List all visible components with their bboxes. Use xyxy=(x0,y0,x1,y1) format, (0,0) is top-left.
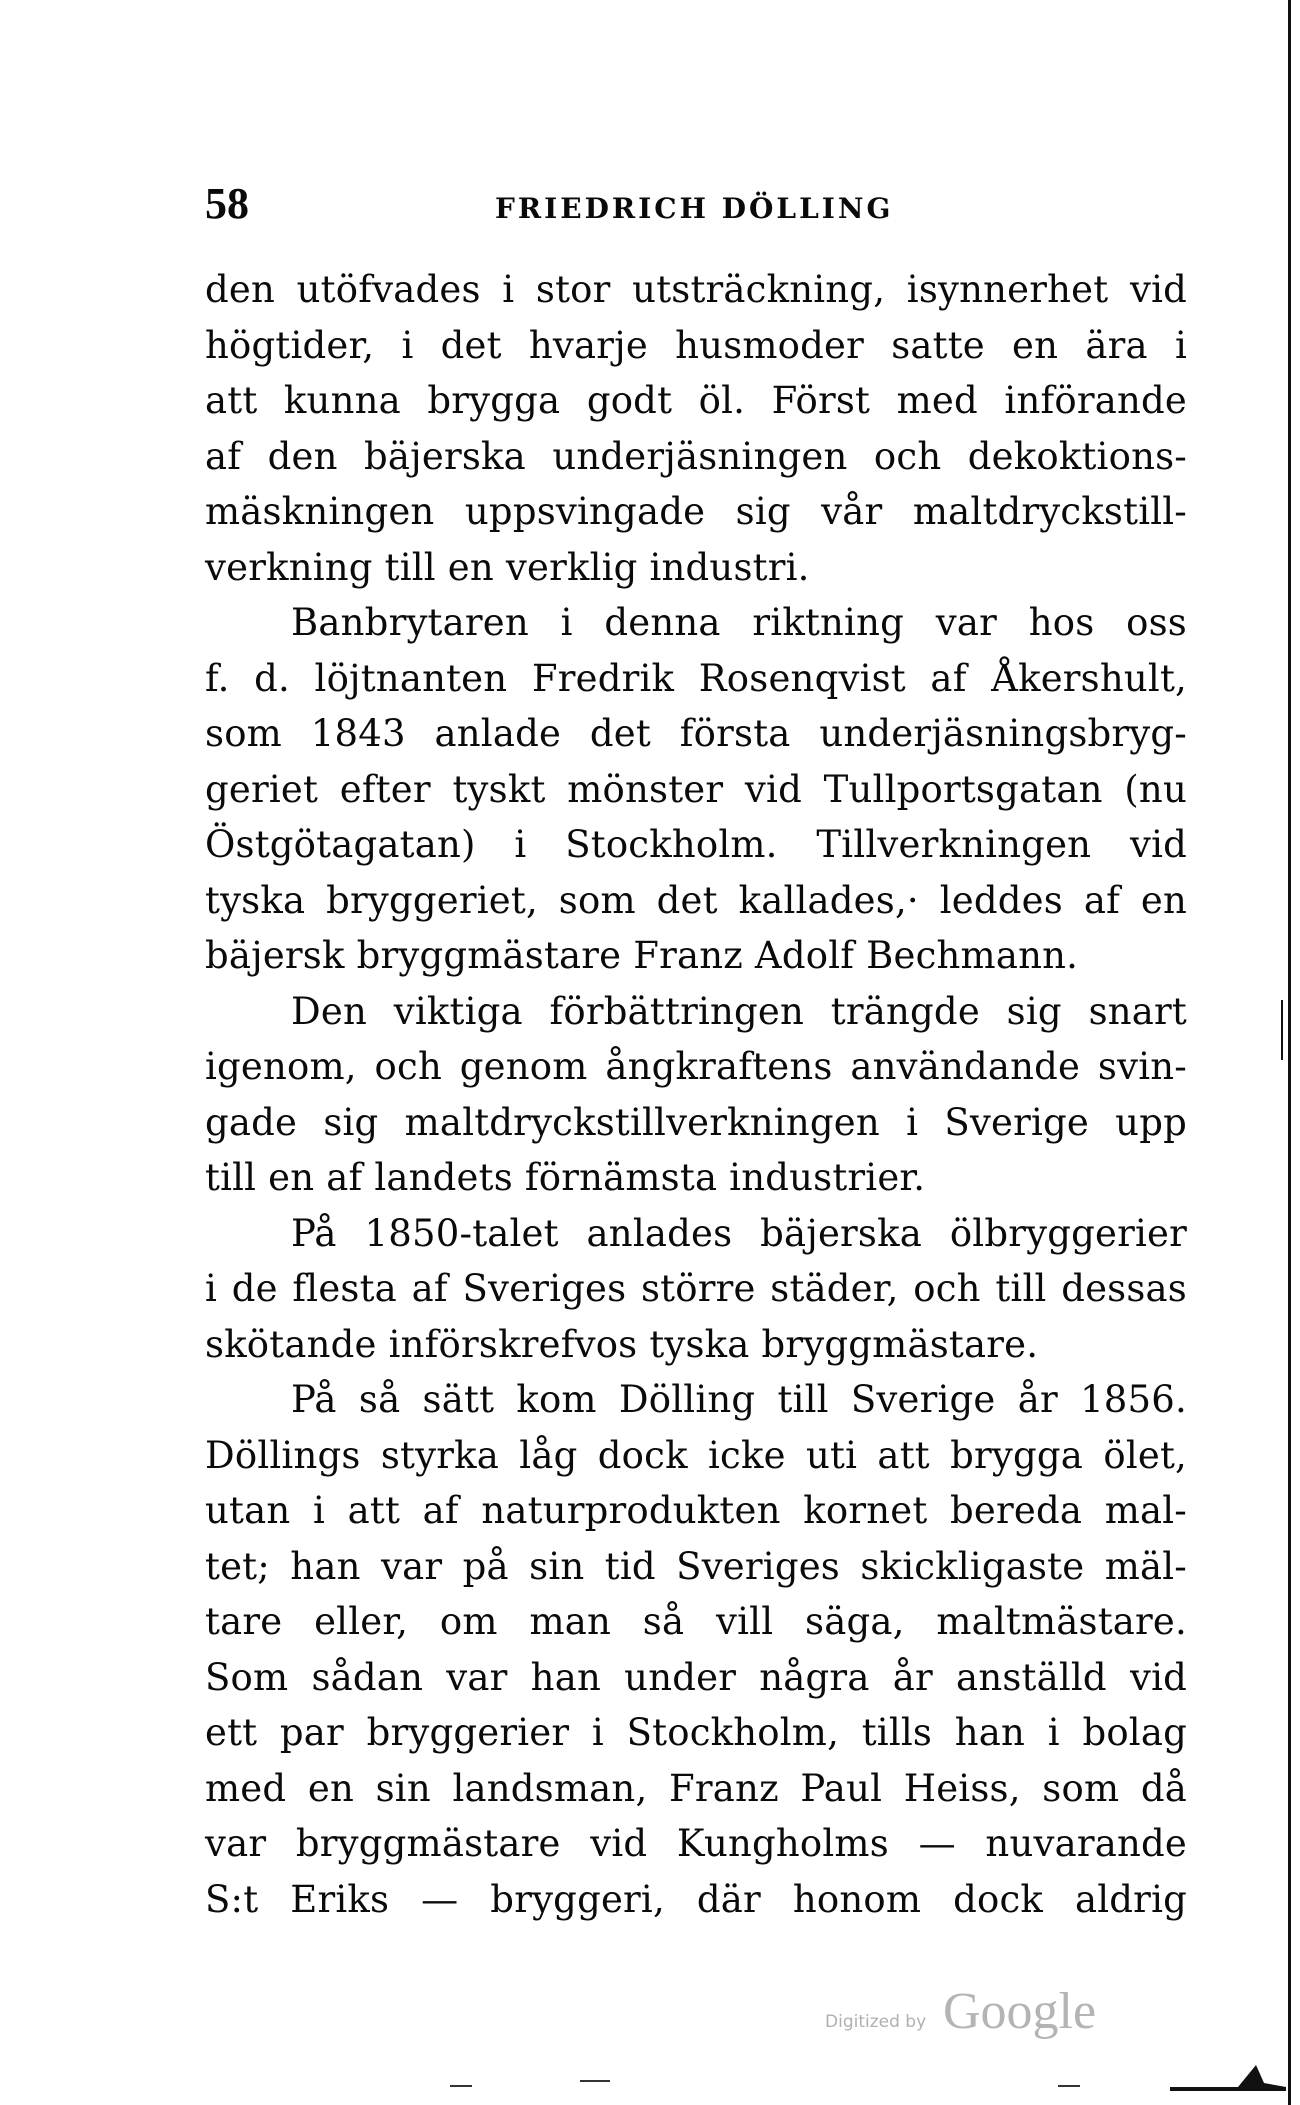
text-line: tare eller, om man så vill säga, maltmästare. xyxy=(205,1600,1187,1643)
text-line: gade sig maltdryckstillverkningen i Sverige upp xyxy=(205,1100,1187,1144)
scan-mark xyxy=(1058,2085,1080,2087)
page-corner-arrow-icon xyxy=(1168,2035,1288,2095)
text-line: På så sätt kom Dölling till Sverige år 1856. xyxy=(291,1378,1187,1421)
page-number: 58 xyxy=(205,179,249,228)
scan-mark xyxy=(580,2080,610,2082)
text-line: att kunna brygga godt öl. Först med införande xyxy=(205,379,1187,422)
digitized-by-label: Digitized by xyxy=(825,2012,927,2032)
text-line: På 1850-talet anlades bäjerska ölbryggerier xyxy=(291,1211,1187,1255)
text-line: med en sin landsman, Franz Paul Heiss, som då xyxy=(205,1766,1187,1810)
text-line: Döllings styrka låg dock icke uti att brygga ölet, xyxy=(205,1433,1187,1477)
text-line: f. d. löjtnanten Fredrik Rosenqvist af Åkershult, xyxy=(205,656,1187,700)
text-line: Östgötagatan) i Stockholm. Tillverkningen vid xyxy=(205,823,1187,866)
text-line: utan i att af naturprodukten kornet bereda mal- xyxy=(205,1489,1187,1532)
text-line: den utöfvades i stor utsträckning, isynnerhet vid xyxy=(205,268,1187,311)
text-line: af den bäjerska underjäsningen och dekoktions- xyxy=(205,434,1187,478)
text-line: bäjersk bryggmästare Franz Adolf Bechmann. xyxy=(205,934,1079,977)
text-line: skötande införskrefvos tyska bryggmästare. xyxy=(205,1322,1039,1366)
scan-mark xyxy=(450,2085,472,2087)
page-header xyxy=(205,178,1185,238)
text-line: Banbrytaren i denna riktning var hos oss xyxy=(291,601,1187,644)
body-text xyxy=(205,262,1187,1927)
text-line: i de flesta af Sveriges större städer, och till dessas xyxy=(205,1267,1187,1310)
digitized-watermark xyxy=(825,1982,1095,2042)
text-line: var bryggmästare vid Kungholms — nuvarande xyxy=(205,1822,1187,1865)
text-line: som 1843 anlade det första underjäsningsbryg- xyxy=(205,712,1187,755)
text-line: tyska bryggeriet, som det kallades,· leddes af en xyxy=(205,878,1187,922)
text-line: S:t Eriks — bryggeri, där honom dock aldrig xyxy=(205,1877,1187,1921)
text-line: Den viktiga förbättringen trängde sig snart xyxy=(291,989,1187,1033)
text-line: tet; han var på sin tid Sveriges skickligaste mäl- xyxy=(205,1544,1187,1588)
text-line: mäskningen uppsvingade sig vår maltdryckstill- xyxy=(205,490,1187,533)
google-logo: Google xyxy=(943,1983,1097,2040)
text-line: till en af landets förnämsta industrier. xyxy=(205,1156,926,1199)
text-line: Som sådan var han under några år anställd vid xyxy=(205,1655,1187,1699)
text-line: igenom, och genom ångkraftens användande svin- xyxy=(205,1045,1187,1088)
running-title: FRIEDRICH DÖLLING xyxy=(495,192,894,225)
text-line: verkning till en verklig industri. xyxy=(205,545,810,589)
page-edge-rule xyxy=(1288,0,1291,2105)
text-line: högtider, i det hvarje husmoder satte en ära i xyxy=(205,323,1187,367)
page-edge-tick xyxy=(1281,1000,1283,1060)
text-line: ett par bryggerier i Stockholm, tills han i bolag xyxy=(205,1711,1187,1754)
text-line: geriet efter tyskt mönster vid Tullportsgatan (nu xyxy=(205,767,1187,811)
